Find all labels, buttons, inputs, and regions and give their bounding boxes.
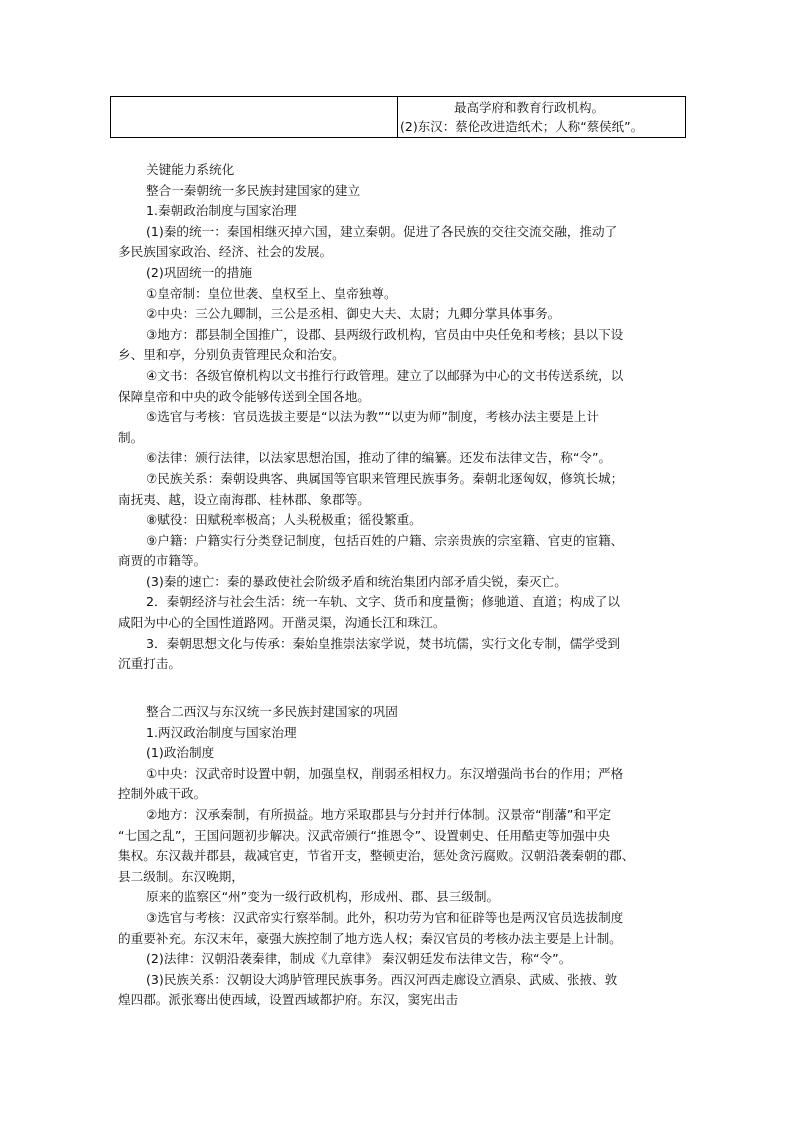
paragraph-line: (1)秦的统一：秦国相继灭掉六国，建立秦朝。促进了各民族的交往交流交融，推动了 <box>146 223 618 239</box>
section-1 <box>118 160 678 675</box>
paragraph-line: 县二级制。东汉晚期， <box>118 868 244 884</box>
paragraph-line: ②中央：三公九卿制，三公是丞相、御史大夫、太尉；九卿分掌具体事务。 <box>146 306 561 322</box>
paragraph-line: 南抚夷、越，设立南海郡、桂林郡、象郡等。 <box>118 491 370 507</box>
section-title: 整合一秦朝统一多民族封建国家的建立 <box>146 182 361 198</box>
section-2 <box>118 702 678 1011</box>
table-fragment <box>110 96 686 138</box>
paragraph-line: ①皇帝制：皇位世袭、皇权至上、皇帝独尊。 <box>146 285 397 301</box>
paragraph-line: ⑧赋役：田赋税率极高；人头税极重；徭役繁重。 <box>146 512 422 528</box>
paragraph-line: (3)民族关系：汉朝设大鸿胪管理民族事务。西汉河西走廊设立酒泉、武威、张掖、敦 <box>146 971 618 987</box>
paragraph-line: (2)法律：汉朝沿袭秦律，制成《九章律》 秦汉朝廷发布法律文告，称“令”。 <box>146 951 572 967</box>
paragraph-line: 的重要补充。东汉末年，豪强大族控制了地方选人权；秦汉官员的考核办法主要是上计制。 <box>118 930 622 946</box>
paragraph-line: (2)巩固统一的措施 <box>146 264 252 280</box>
paragraph-line: 原来的监察区“州”变为一级行政机构，形成州、郡、县三级制。 <box>146 889 500 905</box>
paragraph-line: ⑥法律：颁行法律，以法家思想治国，推动了律的编纂。还发布法律文告，称“令”。 <box>146 450 612 466</box>
paragraph-line: 沉重打击。 <box>118 656 181 672</box>
paragraph-line: 商贾的市籍等。 <box>118 553 207 569</box>
paragraph-line: (1)政治制度 <box>146 745 215 761</box>
table-cell-line: 最高学府和教育行政机构。 <box>454 100 605 115</box>
paragraph-line: ⑦民族关系：秦朝设典客、典属国等官职来管理民族事务。秦朝北逐匈奴，修筑长城； <box>146 470 624 486</box>
paragraph-line: ⑨户籍：户籍实行分类登记制度，包括百姓的户籍、宗亲贵族的宗室籍、官吏的宦籍、 <box>146 532 624 548</box>
table-cell-line: (2)东汉：蔡伦改进造纸术；人称“蔡侯纸”。 <box>400 119 644 134</box>
paragraph-line: ②地方：汉承秦制，有所损益。地方采取郡县与分封并行体制。汉景帝“削藩”和平定 <box>146 806 612 822</box>
paragraph-line: 制。 <box>118 429 144 445</box>
paragraph-line: ①中央：汉武帝时设置中朝，加强皇权，削弱丞相权力。东汉增强尚书台的作用；严格 <box>146 765 624 781</box>
section-title: 整合二西汉与东汉统一多民族封建国家的巩固 <box>146 704 398 719</box>
section-heading: 关键能力系统化 <box>146 162 235 177</box>
paragraph-line: 控制外戚干政。 <box>118 786 207 802</box>
subsection-title: 1.秦朝政治制度与国家治理 <box>146 203 297 219</box>
paragraph-line: “七国之乱”，王国问题初步解决。汉武帝颁行“推恩令”、设置刺史、任用酷吏等加强中央 <box>118 827 611 843</box>
paragraph-line: 2．秦朝经济与社会生活：统一车轨、文字、货币和度量衡；修驰道、直道；构成了以 <box>146 594 620 610</box>
paragraph-line: ③选官与考核：汉武帝实行察举制。此外，积功劳为官和征辟等也是两汉官员选拔制度 <box>146 909 624 925</box>
table-cell-right <box>398 97 685 137</box>
paragraph-line: ④文书：各级官僚机构以文书推行行政管理。建立了以邮驿为中心的文书传送系统，以 <box>146 367 624 383</box>
paragraph-line: 保障皇帝和中央的政令能够传送到全国各地。 <box>118 388 370 404</box>
paragraph-line: ⑤选官与考核：官员选拔主要是“以法为教”“以吏为师”制度，考核办法主要是上计 <box>146 409 599 425</box>
paragraph-line: (3)秦的速亡：秦的暴政使社会阶级矛盾和统治集团内部矛盾尖锐，秦灭亡。 <box>146 573 567 589</box>
paragraph-line: 3．秦朝思想文化与传承：秦始皇推崇法家学说，焚书坑儒，实行文化专制，儒学受到 <box>146 635 620 651</box>
paragraph-line: 多民族国家政治、经济、社会的发展。 <box>118 244 333 260</box>
paragraph-line: 集权。东汉裁并郡县，裁减官吏，节省开支，整顿吏治，惩处贪污腐败。汉朝沿袭秦朝的郡、 <box>118 848 635 864</box>
paragraph-line: ③地方：郡县制全国推广，设郡、县两级行政机构，官员由中央任免和考核；县以下设 <box>146 326 624 342</box>
paragraph-line: 煌四郡。派张骞出使西域，设置西域都护府。东汉，窦宪出击 <box>118 992 459 1008</box>
subsection-title: 1.两汉政治制度与国家治理 <box>146 724 297 740</box>
paragraph-line: 乡、里和亭，分别负责管理民众和治安。 <box>118 347 345 363</box>
paragraph-line: 咸阳为中心的全国性道路网。开凿灵渠，沟通长江和珠江。 <box>118 615 446 631</box>
